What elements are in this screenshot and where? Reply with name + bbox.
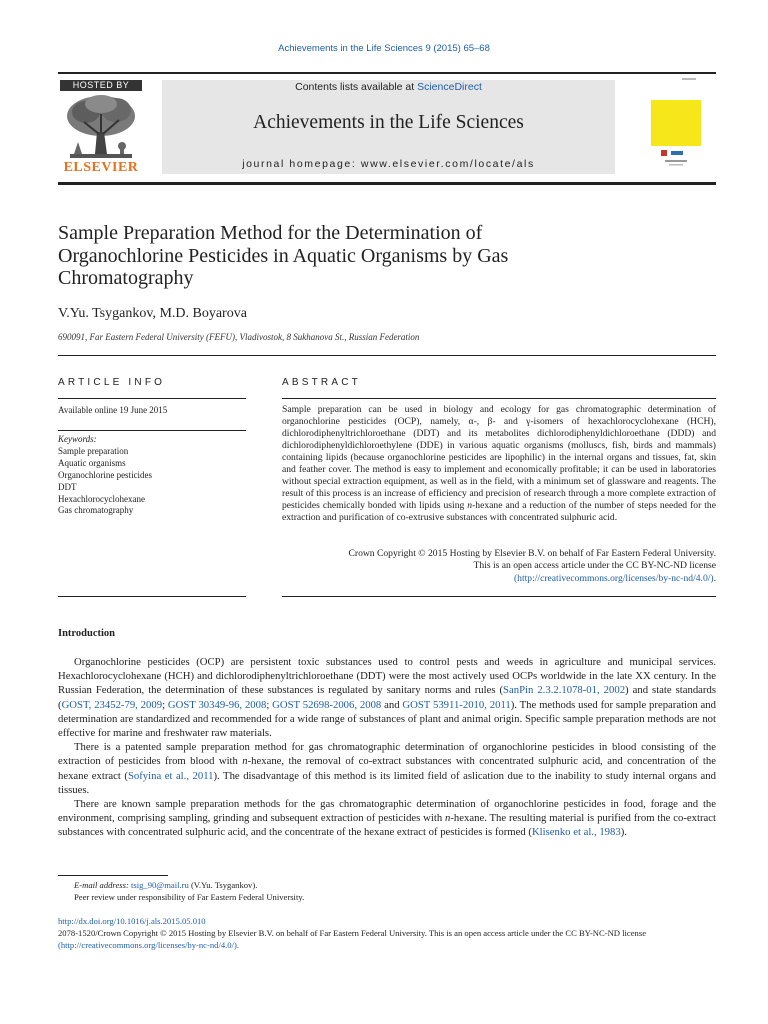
abstract-rule-bottom: [282, 596, 716, 597]
license-line: This is an open access article under the CC BY-NC-ND license: [473, 560, 716, 572]
article-info-heading: ARTICLE INFO: [58, 377, 166, 388]
keyword-item: Organochlorine pesticides: [58, 469, 153, 480]
citation-link[interactable]: GOST 52698-2006, 2008: [272, 698, 382, 711]
info-rule-top: [58, 398, 246, 399]
abstract-rule-top: [282, 398, 716, 399]
keyword-item: Gas chromatography: [58, 505, 134, 516]
cover-top-mark: [682, 78, 696, 80]
citation-link[interactable]: Sofyina et al., 2011: [127, 769, 214, 782]
paragraph: [58, 797, 716, 840]
abstract-italic: n: [467, 499, 473, 511]
text: There are known sample preparation methods for the gas chromatographic determination of organochlorine pesticides in food, forage and the environment, comprising sampling, grinding and subsequent extraction of pesticides with: [58, 798, 716, 825]
email-label: E-mail address:: [74, 880, 129, 890]
keyword-item: Aquatic organisms: [58, 457, 126, 468]
citation-link[interactable]: SanPin 2.3.2.1078-01, 2002: [503, 684, 626, 697]
elsevier-logo[interactable]: [58, 80, 144, 174]
keywords-block: [58, 434, 152, 517]
issn-line: 2078-1520/Crown Copyright © 2015 Hosting by Elsevier B.V. on behalf of Far Eastern Federal University. This is an open access article under the CC BY-NC-ND license: [58, 927, 647, 938]
citation-link[interactable]: GOST, 23452-79, 2009: [61, 698, 163, 711]
journal-masthead: [162, 80, 615, 174]
section-rule: [58, 355, 716, 356]
text: and: [381, 698, 403, 711]
info-rule-middle: [58, 430, 246, 431]
contents-prefix: Contents lists available at: [295, 81, 418, 93]
keyword-item: Sample preparation: [58, 445, 129, 456]
text: ;: [266, 698, 273, 711]
abstract-text-part: -hexane and a reduction of the number of steps needed for the extraction and purification of co-extrusive substances with concentrated sulphuric acid.: [282, 499, 716, 523]
journal-homepage[interactable]: journal homepage: www.elsevier.com/locate/als: [242, 158, 535, 170]
doi-link[interactable]: http://dx.doi.org/10.1016/j.als.2015.05.010: [58, 916, 206, 926]
elsevier-wordmark: ELSEVIER: [63, 160, 139, 175]
email-owner: (V.Yu. Tsygankov).: [188, 880, 258, 890]
text: Organochlorine pesticides (OCP) are persistent toxic substances used to control pests and weeds in agriculture and municipal services. Hexachlorocyclohexane (HCH) and dichlorodiphenyltrichloroethane (DDT) were the most actively used OCPs worldwide in the late XX century. In the Russian Federation, the determination of these substances is regulated by sanitary norms and rules (: [58, 656, 716, 697]
text: ). The methods used for sample preparation and determination are standardized and recommended for a wide range of substances of plant and animal origin. Specific sample preparation methods are not effective for marine and freshwater raw materials.: [58, 698, 716, 740]
citation-link[interactable]: GOST 30349-96, 2008: [167, 698, 267, 711]
license-link[interactable]: (http://creativecommons.org/licenses/by-nc-nd/4.0/).: [58, 939, 239, 950]
info-rule-bottom: [58, 596, 246, 597]
copyright-line: Crown Copyright © 2015 Hosting by Elsevier B.V. on behalf of Far Eastern Federal University.: [348, 548, 716, 559]
journal-title[interactable]: Achievements in the Life Sciences: [253, 112, 524, 133]
text: ) and state standards (: [58, 684, 716, 711]
introduction-heading: Introduction: [58, 628, 115, 639]
footnotes: [58, 879, 716, 903]
top-rule: [58, 72, 716, 74]
text: ;: [162, 698, 168, 711]
paragraph: [58, 655, 716, 740]
author-affiliation: 690091, Far Eastern Federal University (FEFU), Vladivostok, 8 Sukhanova St., Russian Federation: [58, 332, 420, 342]
cover-logos-icon: [653, 148, 699, 168]
text: ).: [620, 826, 627, 839]
contents-line: [162, 81, 615, 93]
text: ). The disadvantage of this method is its limited field of aslication due to the inability to study internal organs and tissues.: [58, 769, 716, 796]
text: -hexane, the removal of co-extract substances with concentrated sulphuric acid, and concentration of the hexane extract (: [58, 755, 716, 782]
italic-text: n: [445, 812, 451, 825]
peer-review-note: Peer review under responsibility of Far Eastern Federal University.: [74, 892, 305, 902]
email-link[interactable]: tsig_90@mail.ru: [130, 880, 189, 890]
italic-text: n: [242, 755, 248, 768]
article-title: Sample Preparation Method for the Determination of Organochlorine Pesticides in Aquatic Organisms by Gas Chromatography: [58, 222, 509, 289]
article-authors: V.Yu. Tsygankov, M.D. Boyarova: [58, 306, 247, 321]
email-footnote: [58, 879, 716, 891]
license-link[interactable]: (http://creativecommons.org/licenses/by-nc-nd/4.0/).: [513, 572, 716, 584]
introduction-body: [58, 655, 716, 840]
sciencedirect-link[interactable]: ScienceDirect: [417, 81, 482, 93]
elsevier-tree-icon: [64, 92, 138, 160]
keyword-item: DDT: [58, 481, 77, 492]
abstract-text-part: Sample preparation can be used in biology and ecology for gas chromatographic determination of organochlorine pesticides (OCP), namely, α-, β- and γ-isomers of hexachlorocyclohexane (HCH), dichlorodiphenyltrichloroethane (DDT) and its metabolites dichlorodiphenyldichloroethane (DDD) and dichlorodiphenyldichloroethylene (DDE) in various aquatic organisms (molluscs, fish, birds and mammals) containing lipids (because organochlorine pesticides are lipophilic) in the internal organs and tissues, fat, skin and feather cover. The method is easy to implement and economically profitable; it can be used in laboratories without special extraction equipment, as well as in the field, with a minimum set of glassware and reagents. The result of this process is an increase of efficiency and precision of research through a more complete extraction of pesticides chemically bonded with lipids using: [282, 404, 716, 511]
citation-link[interactable]: GOST 53911-2010, 2011: [402, 698, 511, 711]
citation-link[interactable]: Klisenko et al., 1983: [531, 826, 621, 839]
journal-cover-thumbnail[interactable]: [651, 100, 701, 146]
keywords-label: Keywords:: [58, 434, 97, 444]
text: -hexane. The resulting material is purified from the co-extract substances with concentrated sulphuric acid, and the concentrate of the hexane extract of pesticides is formed (: [58, 812, 716, 839]
journal-reference[interactable]: Achievements in the Life Sciences 9 (2015) 65–68: [278, 43, 490, 54]
doi-block: [58, 916, 716, 951]
masthead-bottom-rule: [58, 182, 716, 185]
available-online: Available online 19 June 2015: [58, 405, 168, 415]
abstract-text: [282, 404, 716, 524]
keyword-item: Hexachlorocyclohexane: [58, 493, 145, 504]
text: There is a patented sample preparation method for gas chromatographic determination of organochlorine pesticides in blood consisting of the extraction of pesticides from blood with: [58, 741, 716, 768]
copyright-block: [282, 548, 716, 585]
paragraph: [58, 740, 716, 797]
abstract-heading: ABSTRACT: [282, 377, 361, 388]
footnote-rule: [58, 875, 168, 876]
hosted-by-label: HOSTED BY: [60, 80, 142, 91]
